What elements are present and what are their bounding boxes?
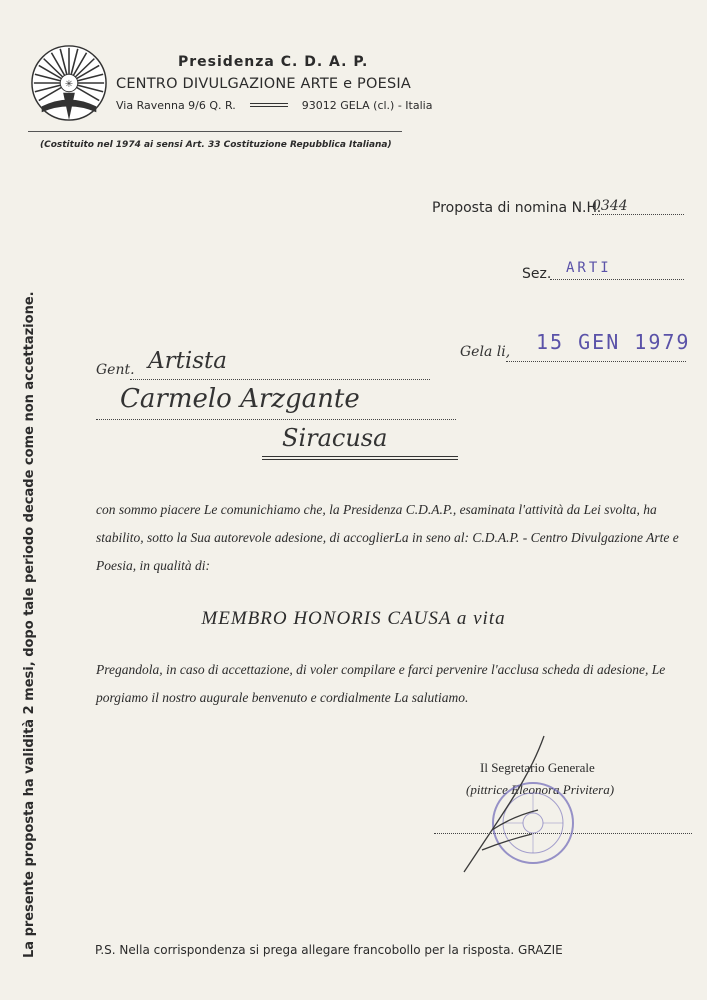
signature-name: (pittrice Eleonora Privitera) <box>466 782 615 797</box>
address-street: Via Ravenna 9/6 Q. R. <box>116 99 236 112</box>
postscript: P.S. Nella corrispondenza si prega allegare francobollo per la risposta. GRAZIE <box>95 943 563 957</box>
validity-side-note: La presente proposta ha validità 2 mesi, dopo tale periodo decade come non accettazione. <box>22 291 37 958</box>
recipient-name: Carmelo Arzgante <box>120 384 360 414</box>
proposal-label: Proposta di nomina N.H. <box>432 200 602 216</box>
handwritten-signature <box>452 730 562 880</box>
membership-title: MEMBRO HONORIS CAUSA a vita <box>201 608 506 629</box>
section-stamp: ARTI <box>566 260 612 276</box>
body-paragraph-1: con sommo piacere Le comunichiamo che, la Presidenza C.D.A.P., esaminata l'attività da Lei svolta, ha stabilito, sotto la Sua autorevole adesione, di accoglierLa in seno al: C.D.A.P. - Centro Divulgazione Arte e Poesia, in qualità di: <box>96 502 679 573</box>
address-city: 93012 GELA (cl.) - Italia <box>301 99 433 112</box>
header-subtitle: CENTRO DIVULGAZIONE ARTE e POESIA <box>116 76 411 92</box>
svg-text:✳: ✳ <box>64 78 74 90</box>
legal-note: (Costituito nel 1974 ai sensi Art. 33 Costituzione Repubblica Italiana) <box>40 140 392 150</box>
recipient-line-2 <box>96 418 456 420</box>
city-underline <box>262 456 458 460</box>
header-address <box>116 99 432 112</box>
header-rule <box>28 131 402 132</box>
date-dotted-line <box>506 360 686 362</box>
address-divider <box>250 103 288 107</box>
proposal-number: 0344 <box>592 198 684 215</box>
recipient-city: Siracusa <box>282 424 388 452</box>
salutation: Gent. <box>96 362 135 378</box>
sunburst-logo <box>30 44 108 122</box>
signature-title: Il Segretario Generale <box>480 760 595 775</box>
header-title: Presidenza C. D. A. P. <box>178 54 369 70</box>
body-paragraph-2: Pregandola, in caso di accettazione, di voler compilare e farci pervenire l'acclusa scheda di adesione, Le porgiamo il nostro augurale benvenuto e cordialmente La salutiamo. <box>96 662 666 705</box>
recipient-line-1 <box>130 378 430 380</box>
recipient-title: Artista <box>148 348 227 374</box>
place-label: Gela li, <box>460 344 511 360</box>
section-label: Sez. <box>522 266 552 282</box>
date-stamp: 15 GEN 1979 <box>536 330 691 354</box>
section-dotted-line <box>550 278 684 280</box>
